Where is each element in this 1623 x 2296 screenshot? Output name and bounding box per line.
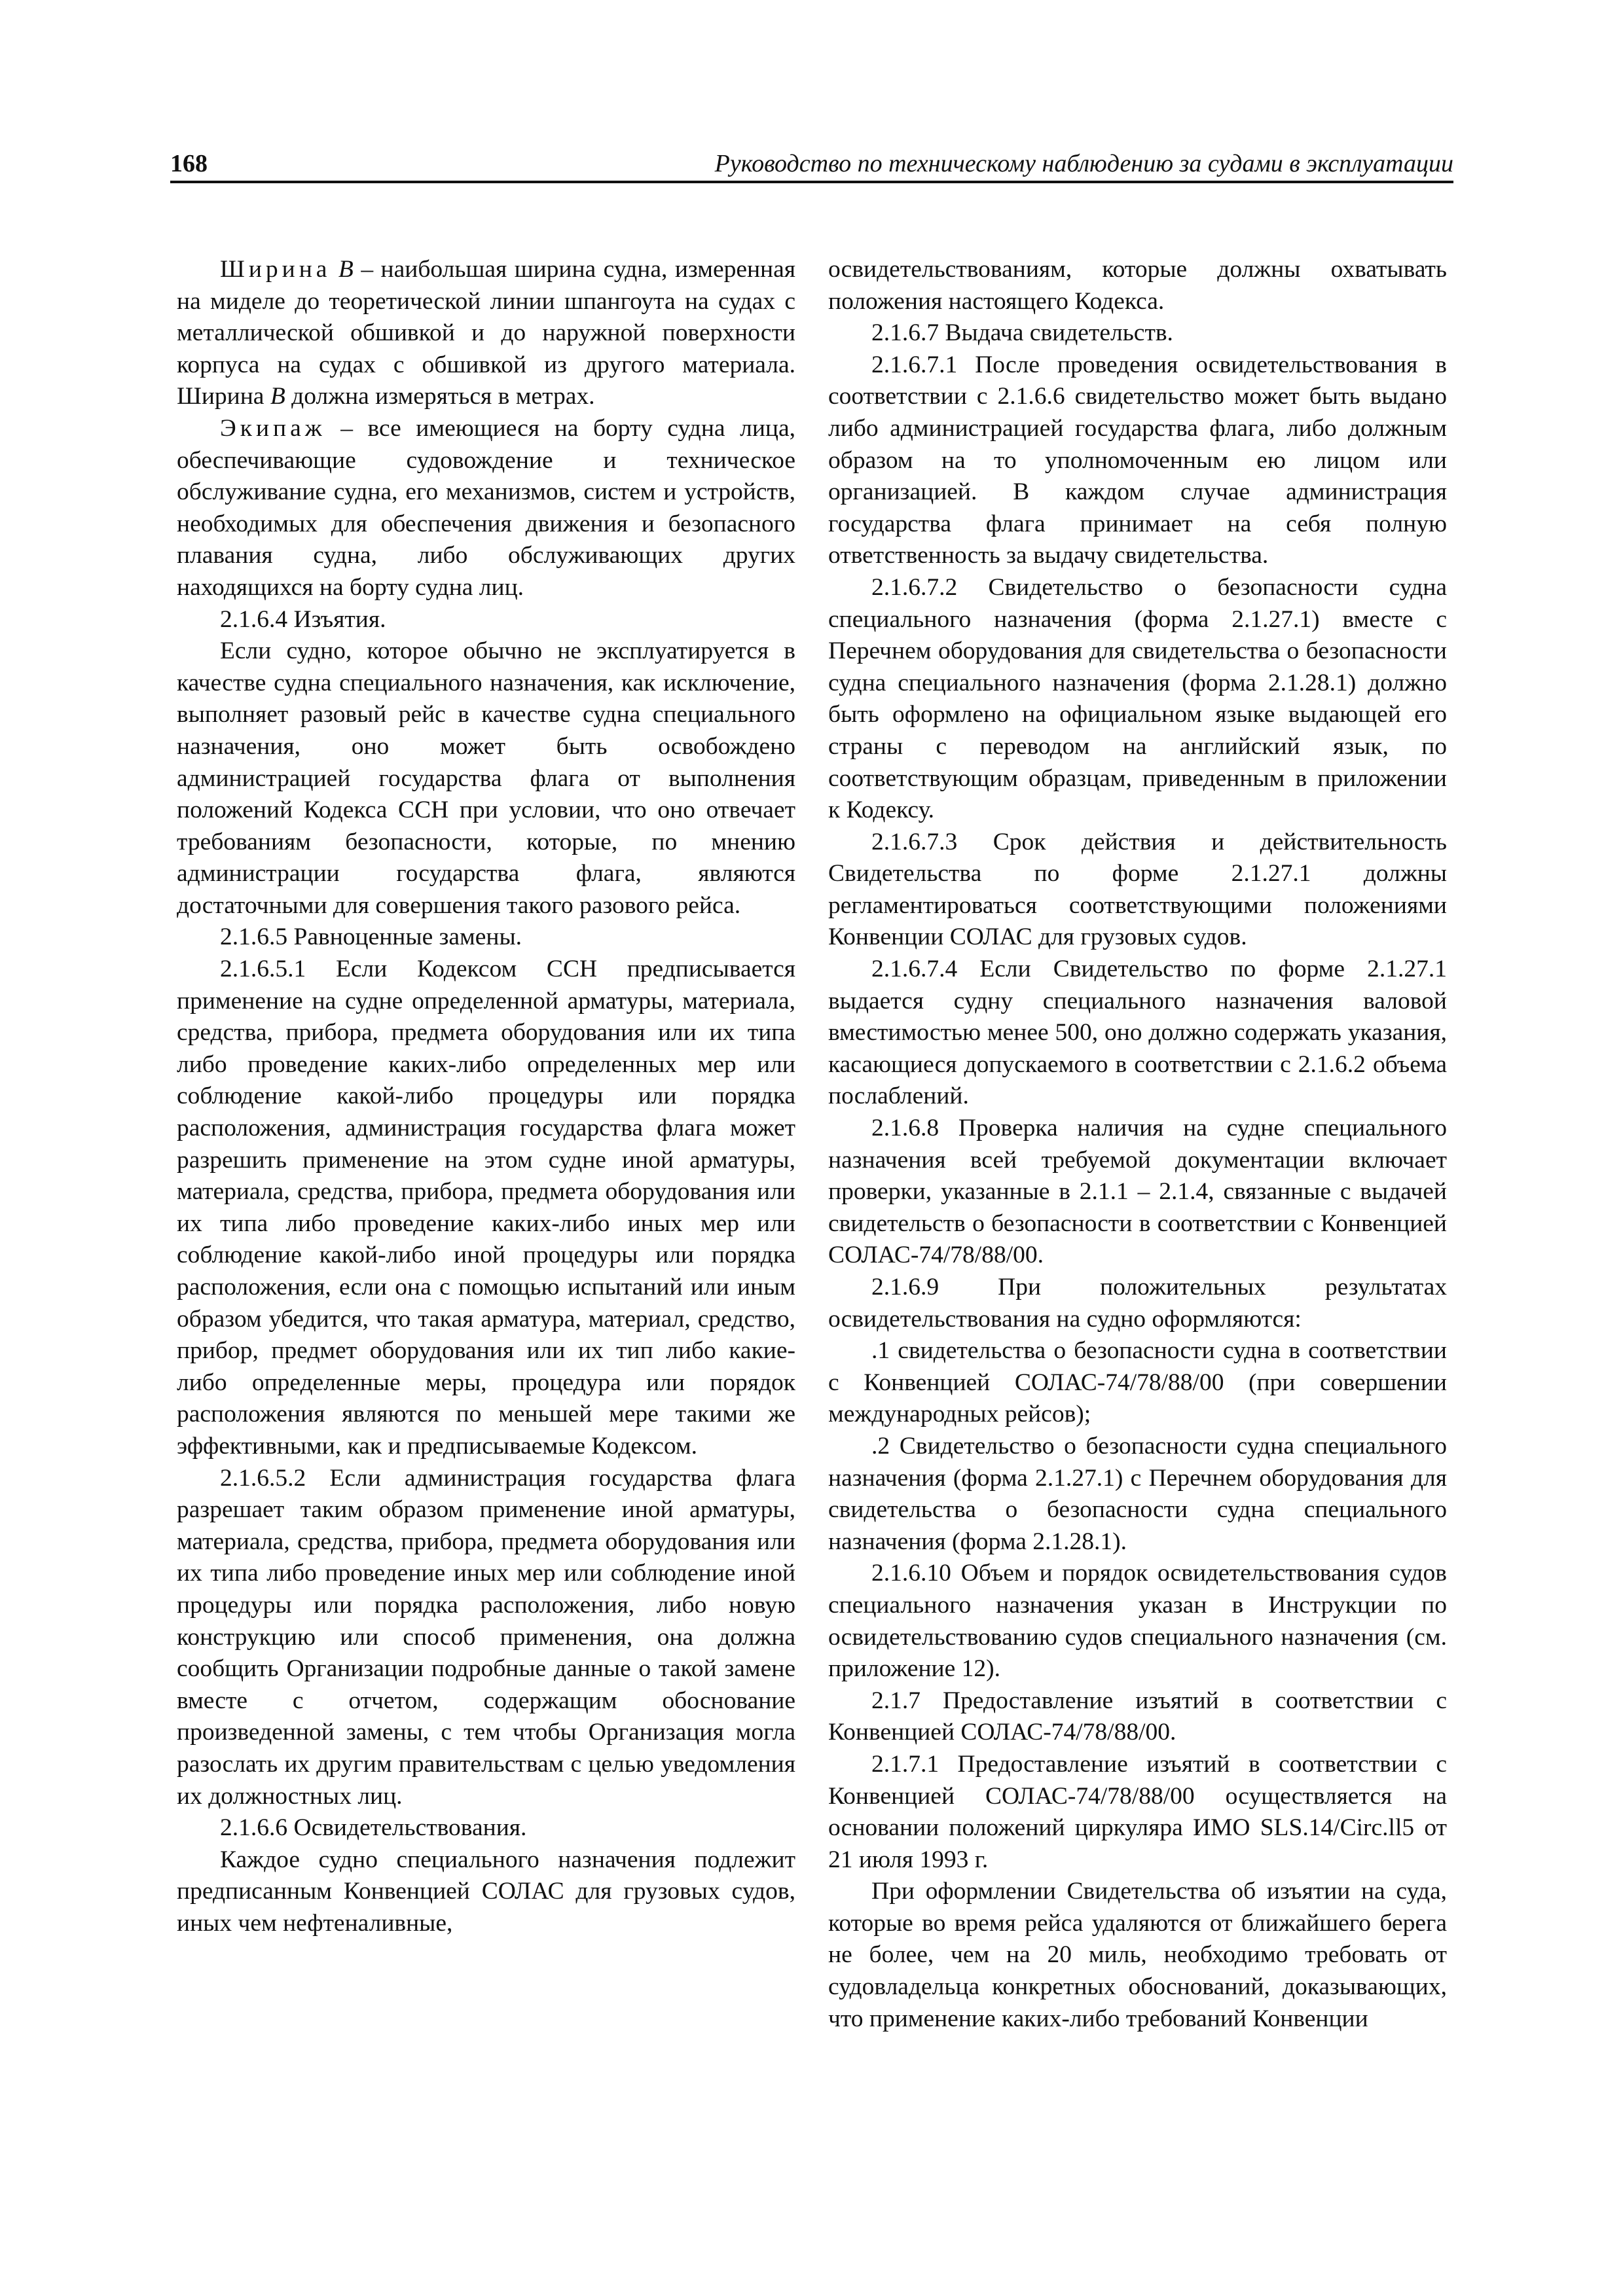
term-width: Ширина — [220, 256, 331, 283]
section-heading-certificates: 2.1.6.7 Выдача свидетельств. — [871, 319, 1173, 347]
paragraph-2-1-6-10: 2.1.6.10 Объем и порядок освидетельствования судов специального назначения указан в Инструкции по освидетельствованию судов специального назначения (см. приложение 12). — [828, 1560, 1447, 1683]
paragraph-surveys: Каждое судно специального назначения подлежит предписанным Конвенцией СОЛАС для грузовых судов, иных чем нефтеналивные, — [177, 1846, 795, 1937]
list-item-2: .2 Свидетельство о безопасности судна специального назначения (форма 2.1.27.1) с Перечнем оборудования для свидетельства о безопасности судна специального назначения (форма 2.1.28.1). — [828, 1432, 1447, 1555]
right-column — [828, 254, 1447, 2035]
symbol-b-2: B — [270, 383, 285, 410]
paragraph-exemption-certificate: При оформлении Свидетельства об изъятии на суда, которые во время рейса удаляются от ближайшего берега не более, чем на 20 миль, необходимо требовать от судовладельца конкретных обоснований, доказывающих, что применение каких-либо требований Конвенции — [828, 1878, 1447, 2032]
width-definition-text: – наибольшая ширина судна, измеренная на миделе до теоретической линии шпангоута на судах с металлической обшивкой и до наружной поверхности корпуса на судах с обшивкой из другого материала. Ширина — [177, 256, 796, 410]
paragraph-exemptions: Если судно, которое обычно не эксплуатируется в качестве судна специального назначения, как исключение, выполняет разовый рейс в качестве судна специального назначения, оно может быть освобождено администрацией государства флага от выполнения положений Кодекса ССН при условии, что оно отвечает требованиям безопасности, которые, по мнению администрации государства флага, являются достаточными для совершения такого разового рейса. — [177, 637, 795, 919]
section-heading-surveys: 2.1.6.6 Освидетельствования. — [220, 1814, 527, 1842]
list-item-1: .1 свидетельства о безопасности судна в соответствии с Конвенцией СОЛАС-74/78/88/00 (при совершении международных рейсов); — [828, 1337, 1447, 1428]
paragraph-2-1-6-7-1: 2.1.6.7.1 После проведения освидетельствования в соответствии с 2.1.6.6 свидетельство может быть выдано либо администрацией государства флага, либо должным образом на то уполномоченным ею лицом или организацией. В каждом случае администрация государства флага принимает на себя полную ответственность за выдачу свидетельства. — [828, 351, 1447, 569]
paragraph-2-1-6-7-2: 2.1.6.7.2 Свидетельство о безопасности судна специального назначения (форма 2.1.27.1) вместе с Перечнем оборудования для свидетельства о безопасности судна специального назначения (форма 2.1.28.1) должно быть оформлено на официальном языке выдающей его страны с переводом на английский язык, по соответствующим образцам, приведенным в приложении к Кодексу. — [828, 573, 1447, 824]
section-heading-equivalents: 2.1.6.5 Равноценные замены. — [220, 924, 522, 951]
page-header — [170, 149, 1453, 183]
page-number: 168 — [170, 150, 208, 177]
section-heading-2-1-7: 2.1.7 Предоставление изъятий в соответствии с Конвенцией СОЛАС-74/78/88/00. — [828, 1687, 1447, 1746]
crew-definition-text: – все имеющиеся на борту судна лица, обеспечивающие судовождение и техническое обслуживание судна, его механизмов, систем и устройств, необходимых для обеспечения движения и безопасного плавания судна, либо обслуживающих других находящихся на борту судна лиц. — [177, 414, 795, 601]
paragraph-2-1-7-1: 2.1.7.1 Предоставление изъятий в соответствии с Конвенцией СОЛАС-74/78/88/00 осуществляется на основании положений циркуляра ИМО SLS.14/Circ.ll5 от 21 июля 1993 г. — [828, 1750, 1447, 1873]
paragraph-2-1-6-5-1: 2.1.6.5.1 Если Кодексом ССН предписывается применение на судне определенной арматуры, материала, средства, прибора, предмета оборудования или их типа либо проведение каких-либо определенных мер или соблюдение какой-либо процедуры или порядка расположения, администрация государства флага может разрешить применение на этом судне иной арматуры, материала, средства, прибора, предмета оборудования или их типа либо проведение каких-либо иных мер или соблюдение какой-либо иной процедуры или порядка расположения, если она с помощью испытаний или иным образом убедится, что такая арматура, материал, средство, прибор, предмет оборудования или их тип либо какие-либо определенные меры, процедура или порядок расположения являются по меньшей мере такими же эффективными, как и предписываемые Кодексом. — [177, 956, 795, 1460]
running-title: Руководство по техническому наблюдению за судами в эксплуатации — [714, 150, 1453, 177]
term-crew: Экипаж — [220, 414, 326, 442]
paragraph-width-definition — [177, 254, 795, 413]
paragraph-2-1-6-9: 2.1.6.9 При положительных результатах освидетельствования на судно оформляются: — [828, 1274, 1447, 1333]
paragraph-crew-definition — [177, 413, 795, 604]
paragraph-2-1-6-7-3: 2.1.6.7.3 Срок действия и действительность Свидетельства по форме 2.1.27.1 должны регламентироваться соответствующими положениями Конвенции СОЛАС для грузовых судов. — [828, 828, 1447, 951]
paragraph-surveys-continued: освидетельствованиям, которые должны охватывать положения настоящего Кодекса. — [828, 256, 1447, 315]
symbol-b: B — [338, 256, 354, 283]
width-definition-end: должна измеряться в метрах. — [285, 383, 595, 410]
paragraph-2-1-6-7-4: 2.1.6.7.4 Если Свидетельство по форме 2.1.27.1 выдается судну специального назначения валовой вместимостью менее 500, оно должно содержать указания, касающиеся допускаемого в соответствии с 2.1.6.2 объема послаблений. — [828, 956, 1447, 1110]
paragraph-2-1-6-8: 2.1.6.8 Проверка наличия на судне специального назначения всей требуемой документации включает проверки, указанные в 2.1.1 – 2.1.4, связанные с выдачей свидетельств о безопасности в соответствии с Конвенцией СОЛАС-74/78/88/00. — [828, 1115, 1447, 1269]
section-heading-exemptions: 2.1.6.4 Изъятия. — [220, 605, 386, 633]
left-column — [177, 254, 795, 1939]
paragraph-2-1-6-5-2: 2.1.6.5.2 Если администрация государства флага разрешает таким образом применение иной арматуры, материала, средства, прибора, предмета оборудования или их типа либо проведение иных мер или соблюдение иной процедуры или порядка расположения, либо новую конструкцию или способ применения, она должна сообщить Организации подробные данные о такой замене вместе с отчетом, содержащим обоснование произведенной замены, с тем чтобы Организация могла разослать их другим правительствам с целью уведомления их должностных лиц. — [177, 1464, 795, 1810]
